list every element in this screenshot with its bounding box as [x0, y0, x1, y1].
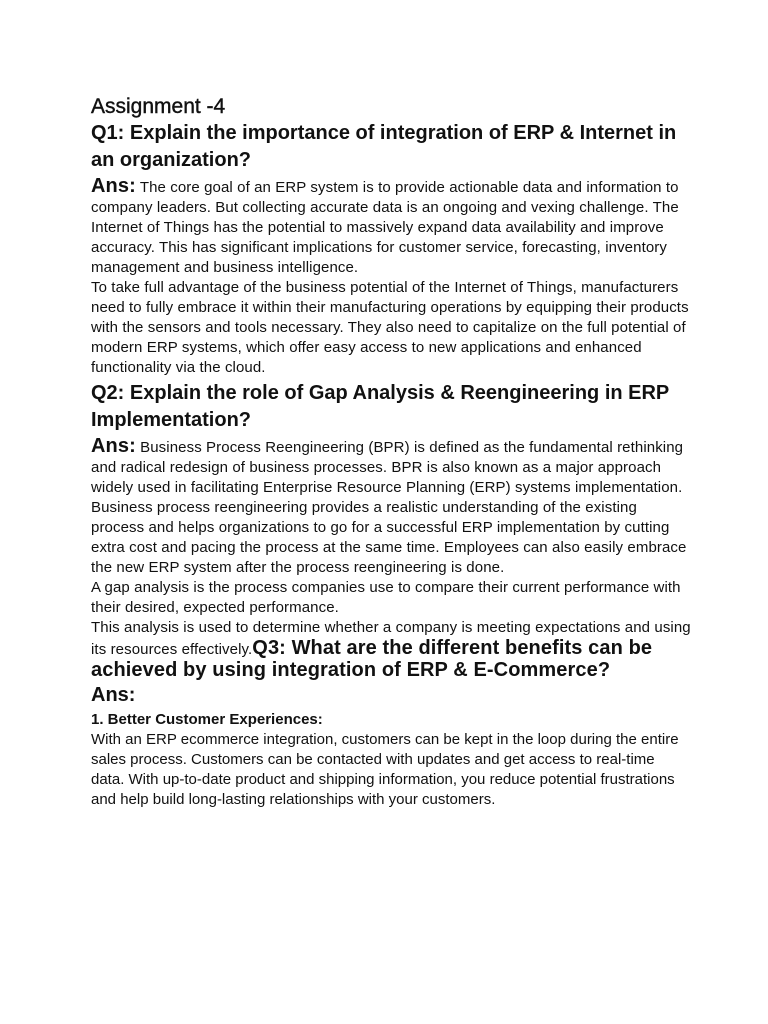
q1-ans-label: Ans:: [91, 175, 136, 197]
q1-heading: Q1: Explain the importance of integration of ERP & Internet in an organization?: [91, 122, 677, 171]
q2-ans-label: Ans:: [91, 435, 136, 457]
q3-point-1-text: With an ERP ecommerce integration, customers can be kept in the loop during the entire sales process. Customers can be contacted with updates and get access to real-time data. With up-to-date product and shipping information, you reduce potential frustrations and help build long-lasting relationships with your customers.: [91, 731, 679, 808]
q2-answer-para-4: [91, 618, 691, 682]
q1-answer-para-2: To take full advantage of the business potential of the Internet of Things, manufacturers need to fully embrace it within their manufacturing operations by equipping their products with the sensors and tools necessary. They also need to capitalize on the full potential of modern ERP systems, which offer easy access to new applications and enhanced functionality via the cloud.: [91, 279, 689, 376]
q3-point-1-title: 1. Better Customer Experiences:: [91, 711, 323, 728]
q1-answer-para-1: [91, 176, 691, 278]
q2-answer-para-2: Business process reengineering provides a realistic understanding of the existing process and helps organizations to go for a successful ERP implementation by cutting extra cost and pacing the process at the same time. Employees can also easily embrace the new ERP system after the process reengineering is done.: [91, 499, 687, 576]
q2-heading: Q2: Explain the role of Gap Analysis & Reengineering in ERP Implementation?: [91, 382, 669, 431]
assignment-title: Assignment -4: [91, 95, 226, 118]
q2-answer-para-3: A gap analysis is the process companies use to compare their current performance with their desired, expected performance.: [91, 579, 681, 616]
q2-answer-para-1: [91, 436, 691, 498]
q2-answer-text-4: This analysis is used to determine whether a company is meeting expectations and using its resources effectively.: [91, 619, 691, 658]
q2-answer-text-1: Business Process Reengineering (BPR) is defined as the fundamental rethinking and radical redesign of business processes. BPR is also known as a major approach widely used in facilitating Enterprise Resource Planning (ERP) systems implementation.: [91, 439, 684, 496]
q1-answer-text-1: The core goal of an ERP system is to provide actionable data and information to company leaders. But collecting accurate data is an ongoing and vexing challenge. The Internet of Things has the potential to massively expand data availability and improve accuracy. This has significant implications for customer service, forecasting, inventory management and business intelligence.: [91, 179, 679, 276]
document-content: [91, 93, 691, 810]
q3-ans-label: Ans:: [91, 684, 136, 706]
q3-heading: Q3: What are the different benefits can be achieved by using integration of ERP & E-Commerce?: [91, 637, 653, 681]
